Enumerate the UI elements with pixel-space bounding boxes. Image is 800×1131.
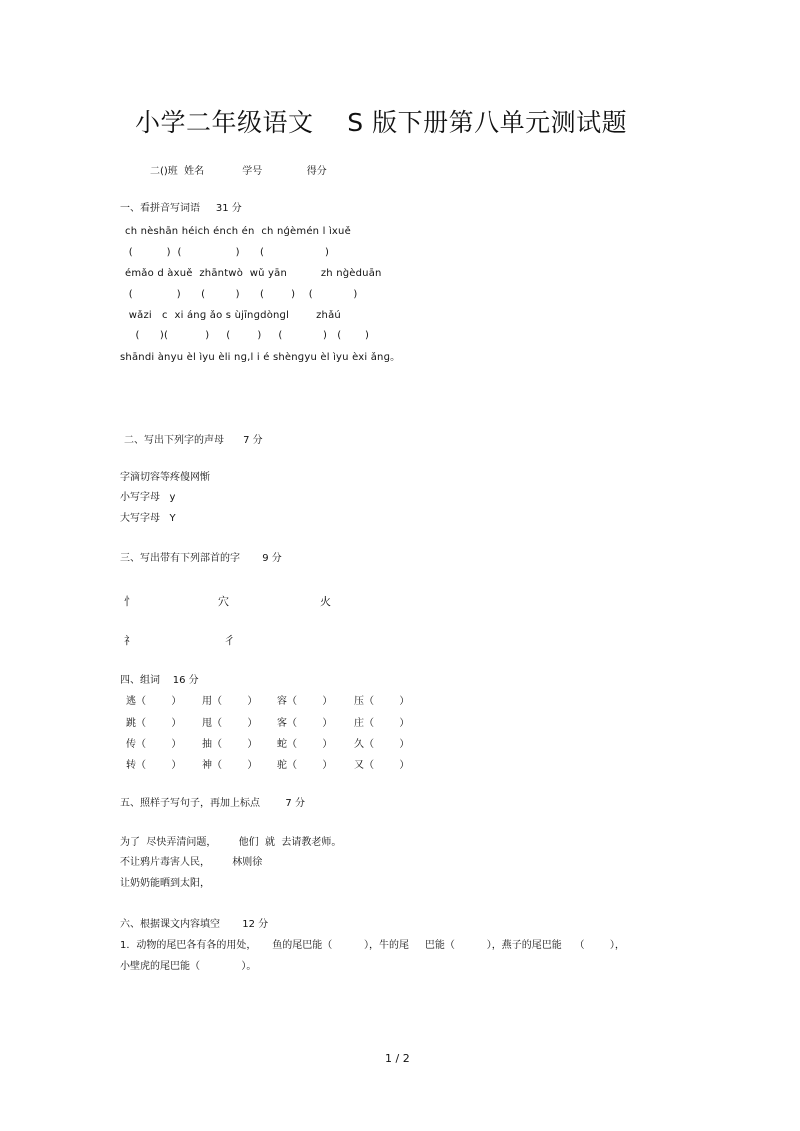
word-cell: 甩（ ） [202,718,258,729]
pinyin-line-4: shāndi ànyu èl ìyu èli nɡ,l i é shènɡyu èl ìyu èxi ǎnɡ。 [120,352,401,363]
radical-heart: 忄 [124,595,135,608]
lowercase-letter-line: 小写字母 y [120,492,176,503]
section-5-heading: 五、照样子写句子，再加上标点 7 分 [120,798,305,809]
section-2-characters: 字滴切容等疼傻网惭 [120,472,210,483]
word-cell: 驼（ ） [277,760,333,771]
section-1-heading: 一、看拼音写词语 31 分 [120,203,242,214]
example-sentence: 为了 尽快弄清问题， 他们 就 去请教老师。 [120,837,342,848]
blank-line-1: ( ) ( ) ( ) [122,247,330,258]
uppercase-letter-line: 大写字母 Y [120,513,176,524]
word-cell: 逃（ ） [126,696,182,707]
word-cell: 用（ ） [202,696,258,707]
pinyin-line-3: wǎzi c xi ánɡ ǎo s ùjīnɡdònɡl zhǎú [122,310,341,321]
word-cell: 传（ ） [126,739,182,750]
fill-blank-line-1: 1．动物的尾巴各有各的用处， 鱼的尾巴能（ ），牛的尾 巴能（ ），燕子的尾巴能 （ ）， [120,940,625,951]
blank-line-2: ( ) ( ) ( ) ( ) [122,289,358,300]
word-cell: 客（ ） [277,718,333,729]
sentence-prompt-1: 不让鸦片毒害人民， 林则徐 [120,857,263,868]
section-2-heading: 二、写出下列字的声母 7 分 [124,435,263,446]
word-cell: 跳（ ） [126,718,182,729]
word-cell: 神（ ） [202,760,258,771]
radical-fire: 火 [320,595,331,608]
radical-cave: 穴 [218,595,229,608]
section-3-heading: 三、写出带有下列部首的字 9 分 [120,553,282,564]
word-cell: 又（ ） [354,760,410,771]
word-cell: 转（ ） [126,760,182,771]
word-cell: 容（ ） [277,696,333,707]
pinyin-line-1: ch nèshān héich énch én ch nɡ́èmén l ìxuě [125,226,351,237]
page-number: 1 / 2 [385,1052,410,1065]
sentence-prompt-2: 让奶奶能晒到太阳， [120,878,210,889]
word-cell: 久（ ） [354,739,410,750]
word-cell: 蛇（ ） [277,739,333,750]
radical-show: 礻 [124,634,135,647]
section-4-heading: 四、组词 16 分 [120,675,199,686]
pinyin-line-2: émǎo d àxuě zhāntwò wǔ yān zh nɡ̀èduān [125,268,382,279]
radical-step: 彳 [224,634,235,647]
word-cell: 抽（ ） [202,739,258,750]
section-6-heading: 六、根据课文内容填空 12 分 [120,919,269,930]
word-cell: 压（ ） [354,696,410,707]
page-title: 小学二年级语文 S 版下册第八单元测试题 [135,108,628,137]
fill-blank-line-2: 小壁虎的尾巴能（ ）。 [120,961,257,972]
blank-line-3: ( )( ) ( ) ( ) ( ) [122,330,370,341]
student-info-line: 二()班 姓名 学号 得分 [150,166,327,177]
word-cell: 庄（ ） [354,718,410,729]
